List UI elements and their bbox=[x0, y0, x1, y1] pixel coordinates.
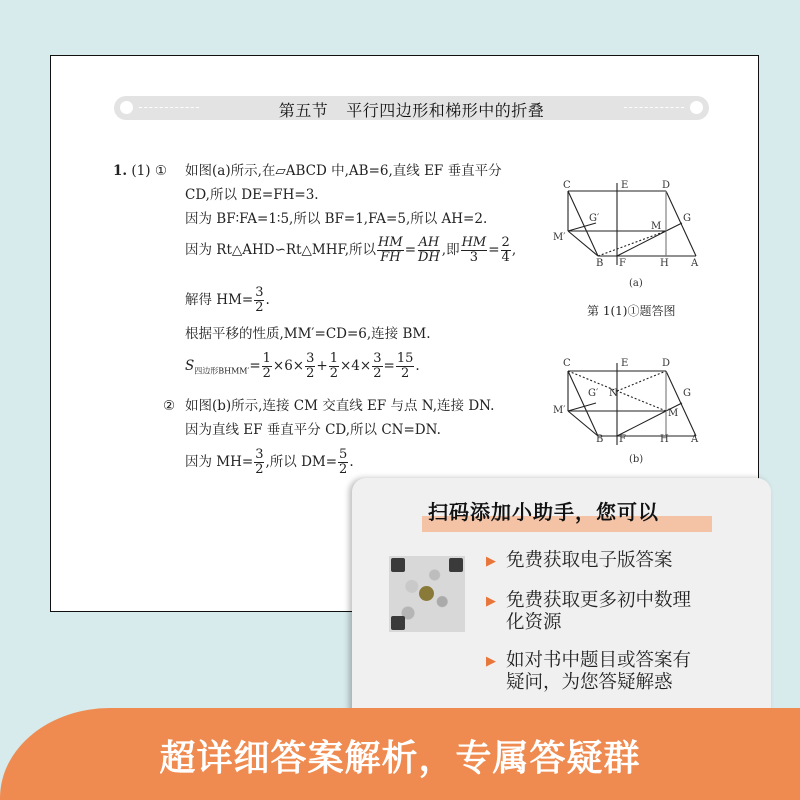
point-label: M bbox=[651, 221, 662, 232]
section-title bbox=[114, 98, 709, 121]
solution-line-5: 解得 HM= $\frac{3}{2}$ . bbox=[185, 285, 270, 315]
benefit-text: 化资源 bbox=[506, 612, 562, 633]
line10-prefix: 因为 MH= bbox=[185, 454, 254, 470]
point-label: A bbox=[691, 434, 699, 445]
point-label: M bbox=[668, 408, 679, 419]
section-number: 第五节 bbox=[278, 101, 329, 120]
point-label: N bbox=[609, 388, 618, 399]
solution-line-3: 因为 BF∶FA=1∶5,所以 BF=1,FA=5,所以 AH=2. bbox=[185, 211, 488, 227]
sub-label-1: ① bbox=[154, 163, 167, 179]
figure-a-label: (a) bbox=[629, 278, 643, 289]
solution-line-6: 根据平移的性质,MM′=CD=6,连接 BM. bbox=[185, 326, 431, 342]
benefit-item bbox=[486, 550, 673, 573]
area-subscript: 四边形BHMM′ bbox=[194, 366, 250, 376]
solution-line-8: 如图(b)所示,连接 CM 交直线 EF 与点 N,连接 DN. bbox=[185, 398, 495, 414]
fraction: $\frac{HM}{3}$ bbox=[461, 235, 487, 265]
point-label: C bbox=[563, 358, 571, 369]
qr-logo-icon bbox=[419, 586, 434, 601]
point-label: G′ bbox=[589, 213, 600, 224]
point-label: H bbox=[660, 258, 669, 269]
banner-slogan: 超详细答案解析，专属答疑群 bbox=[159, 738, 641, 779]
point-label: H bbox=[660, 434, 669, 445]
line10-mid: ,所以 DM= bbox=[265, 454, 338, 470]
figure-caption: 第 1(1)①题答图 bbox=[587, 304, 676, 318]
qr-finder-icon bbox=[449, 558, 463, 572]
point-label: A bbox=[691, 258, 699, 269]
triangle-bullet-icon: ▶ bbox=[486, 654, 496, 669]
triangle-bullet-icon: ▶ bbox=[486, 554, 496, 569]
line4-mid: ,即 bbox=[441, 242, 460, 258]
point-label: G bbox=[683, 388, 691, 399]
solution-line-1: 如图(a)所示,在▱ABCD 中,AB=6,直线 EF 垂直平分 bbox=[185, 163, 502, 179]
solution-line-7: $S_{四边形BHMM'}=$ $\frac{1}{2}$ ×6× $\frac{3}{2}$ + $\frac{1}{2}$ ×4× $\frac{3}{2}$ = $\frac{15}{2}$ . bbox=[185, 351, 420, 381]
line5-prefix: 解得 HM= bbox=[185, 292, 254, 308]
fraction: $\frac{HM}{FH}$ bbox=[378, 235, 403, 265]
solution-line-2: CD,所以 DE=FH=3. bbox=[185, 187, 319, 203]
bottom-banner bbox=[0, 708, 800, 800]
benefit-item bbox=[486, 590, 691, 634]
problem-number: 1. bbox=[113, 163, 128, 179]
point-label: E bbox=[621, 358, 629, 369]
promo-title: 扫码添加小助手，您可以 bbox=[428, 500, 659, 524]
section-header-bar bbox=[114, 96, 709, 120]
section-name: 平行四边形和梯形中的折叠 bbox=[346, 101, 545, 120]
benefit-text: 如对书中题目或答案有 bbox=[506, 650, 692, 671]
point-label: M′ bbox=[553, 232, 566, 243]
benefit-text: 免费获取电子版答案 bbox=[506, 550, 673, 571]
bar-dot-right bbox=[690, 101, 703, 114]
point-label: D bbox=[662, 358, 671, 369]
solution-line-4: 因为 Rt△AHD∽Rt△MHF,所以 $\frac{HM}{FH}$ = $\frac{AH}{DH}$ ,即 $\frac{HM}{3}$ = $\frac{2}{4}$ , bbox=[185, 235, 517, 265]
area-symbol: S bbox=[185, 358, 195, 374]
point-label: B bbox=[596, 434, 604, 445]
qr-finder-icon bbox=[391, 616, 405, 630]
point-label: M′ bbox=[553, 405, 566, 416]
point-label: F bbox=[619, 258, 626, 269]
qr-finder-icon bbox=[391, 558, 405, 572]
sub-label-2: ② bbox=[163, 398, 176, 414]
fraction: $\frac{AH}{DH}$ bbox=[418, 235, 440, 265]
benefit-item bbox=[486, 650, 691, 694]
triangle-bullet-icon: ▶ bbox=[486, 594, 496, 609]
benefit-text: 免费获取更多初中数理 bbox=[506, 590, 692, 611]
promo-card bbox=[352, 478, 771, 738]
point-label: E bbox=[621, 180, 629, 191]
point-label: C bbox=[563, 180, 571, 191]
point-label: F bbox=[619, 434, 626, 445]
point-label: G′ bbox=[588, 388, 599, 399]
point-label: G bbox=[683, 213, 691, 224]
figure-b-label: (b) bbox=[629, 454, 644, 465]
line4-prefix: 因为 Rt△AHD∽Rt△MHF,所以 bbox=[185, 242, 377, 258]
point-label: D bbox=[662, 180, 671, 191]
bar-dash-right bbox=[624, 107, 684, 108]
benefit-text: 疑问，为您答疑解惑 bbox=[506, 672, 673, 693]
qr-code[interactable] bbox=[389, 556, 465, 632]
point-label: B bbox=[596, 258, 604, 269]
fraction: $\frac{3}{2}$ bbox=[255, 285, 264, 315]
fraction: $\frac{2}{4}$ bbox=[501, 235, 510, 265]
solution-line-10: 因为 MH= $\frac{3}{2}$ ,所以 DM= $\frac{5}{2}$ . bbox=[185, 447, 354, 477]
solution-line-9: 因为直线 EF 垂直平分 CD,所以 CN=DN. bbox=[185, 422, 441, 438]
part-label: (1) bbox=[131, 163, 151, 179]
problem-number-line bbox=[113, 161, 167, 181]
